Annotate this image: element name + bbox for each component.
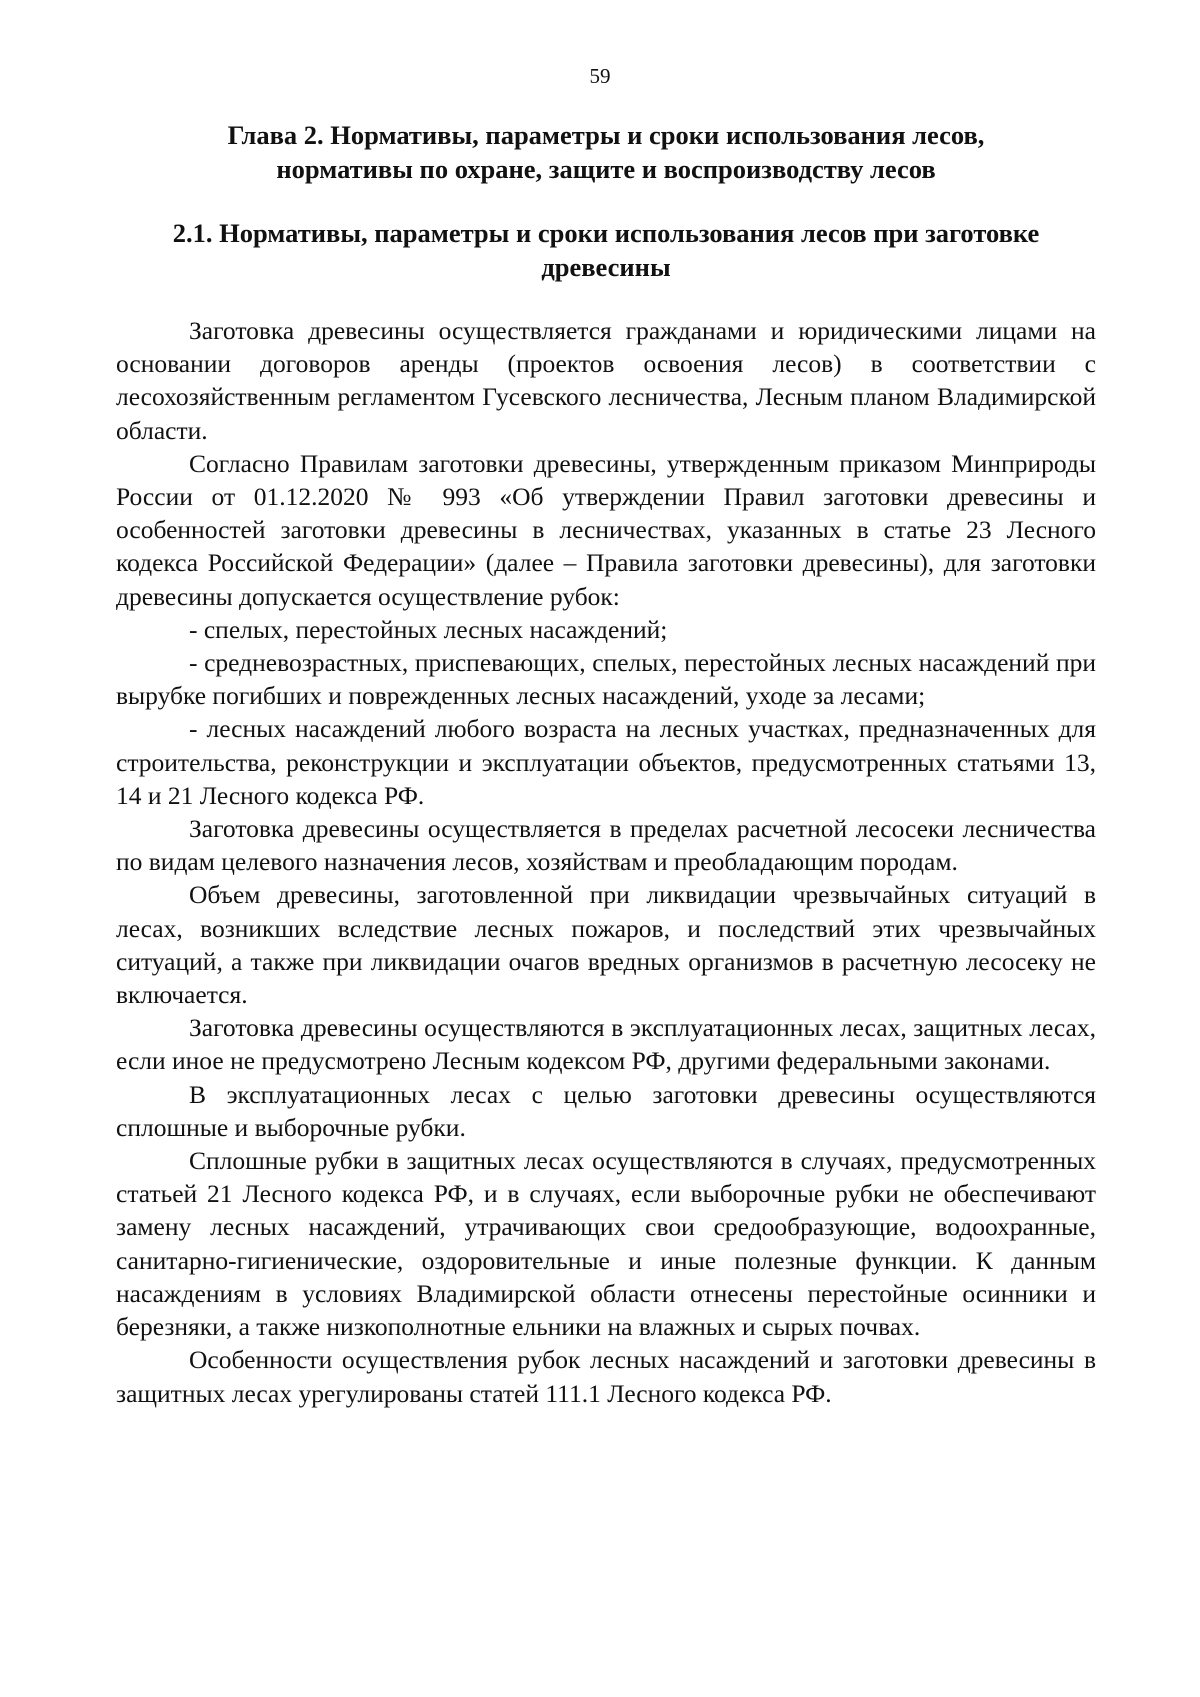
- paragraph: Сплошные рубки в защитных лесах осуществляются в случаях, предусмотренных статьей 21 Лесного кодекса РФ, и в случаях, если выборочные рубки не обеспечивают замену лесных насаждений, утрачивающих свои средообразующие, водоохранные, санитарно-гигиенические, оздоровительные и иные полезные функции. К данным насаждениям в условиях Владимирской области отнесены перестойные осинники и березняки, а также низкополнотные ельники на влажных и сырых почвах.: [116, 1146, 1096, 1342]
- chapter-title-line-2: нормативы по охране, защите и воспроизводству лесов: [276, 154, 936, 185]
- list-item: - лесных насаждений любого возраста на лесных участках, предназначенных для строительства, реконструкции и эксплуатации объектов, предусмотренных статьями 13, 14 и 21 Лесного кодекса РФ.: [116, 714, 1096, 810]
- section-title-line-1: 2.1. Нормативы, параметры и сроки использования лесов при заготовке: [172, 218, 1040, 248]
- paragraph: Согласно Правилам заготовки древесины, утвержденным приказом Минприроды России от 01.12.2020 № 993 «Об утверждении Правил заготовки древесины и особенностей заготовки древесины в лесничествах, указанных в статье 23 Лесного кодекса Российской Федерации» (далее – Правила заготовки древесины), для заготовки древесины допускается осуществление рубок:: [116, 448, 1096, 611]
- paragraph: Заготовка древесины осуществляется гражданами и юридическими лицами на основании договоров аренды (проектов освоения лесов) в соответствии с лесохозяйственным регламентом Гусевского лесничества, Лесным планом Владимирской области.: [116, 316, 1096, 445]
- chapter-title-line-1: Глава 2. Нормативы, параметры и сроки использования лесов,: [227, 120, 985, 150]
- paragraph: В эксплуатационных лесах с целью заготовки древесины осуществляются сплошные и выборочные рубки.: [116, 1079, 1096, 1142]
- paragraph: Особенности осуществления рубок лесных насаждений и заготовки древесины в защитных лесах урегулированы статей 111.1 Лесного кодекса РФ.: [116, 1345, 1096, 1408]
- section-title-line-2: древесины: [541, 252, 671, 283]
- page-number: 59: [589, 64, 611, 88]
- section-title: [116, 216, 1096, 284]
- paragraph: Заготовка древесины осуществляется в пределах расчетной лесосеки лесничества по видам целевого назначения лесов, хозяйствам и преобладающим породам.: [116, 814, 1096, 877]
- list-item: - спелых, перестойных лесных насаждений;: [189, 614, 668, 644]
- body-text: [116, 314, 1096, 1410]
- chapter-title: [116, 118, 1096, 186]
- paragraph: Объем древесины, заготовленной при ликвидации чрезвычайных ситуаций в лесах, возникших вследствие лесных пожаров, и последствий этих чрезвычайных ситуаций, а также при ликвидации очагов вредных организмов в расчетную лесосеку не включается.: [116, 880, 1096, 1010]
- list-item: - средневозрастных, приспевающих, спелых, перестойных лесных насаждений при вырубке погибших и поврежденных лесных насаждений, уходе за лесами;: [116, 648, 1096, 711]
- paragraph: Заготовка древесины осуществляются в эксплуатационных лесах, защитных лесах, если иное не предусмотрено Лесным кодексом РФ, другими федеральными законами.: [116, 1013, 1096, 1076]
